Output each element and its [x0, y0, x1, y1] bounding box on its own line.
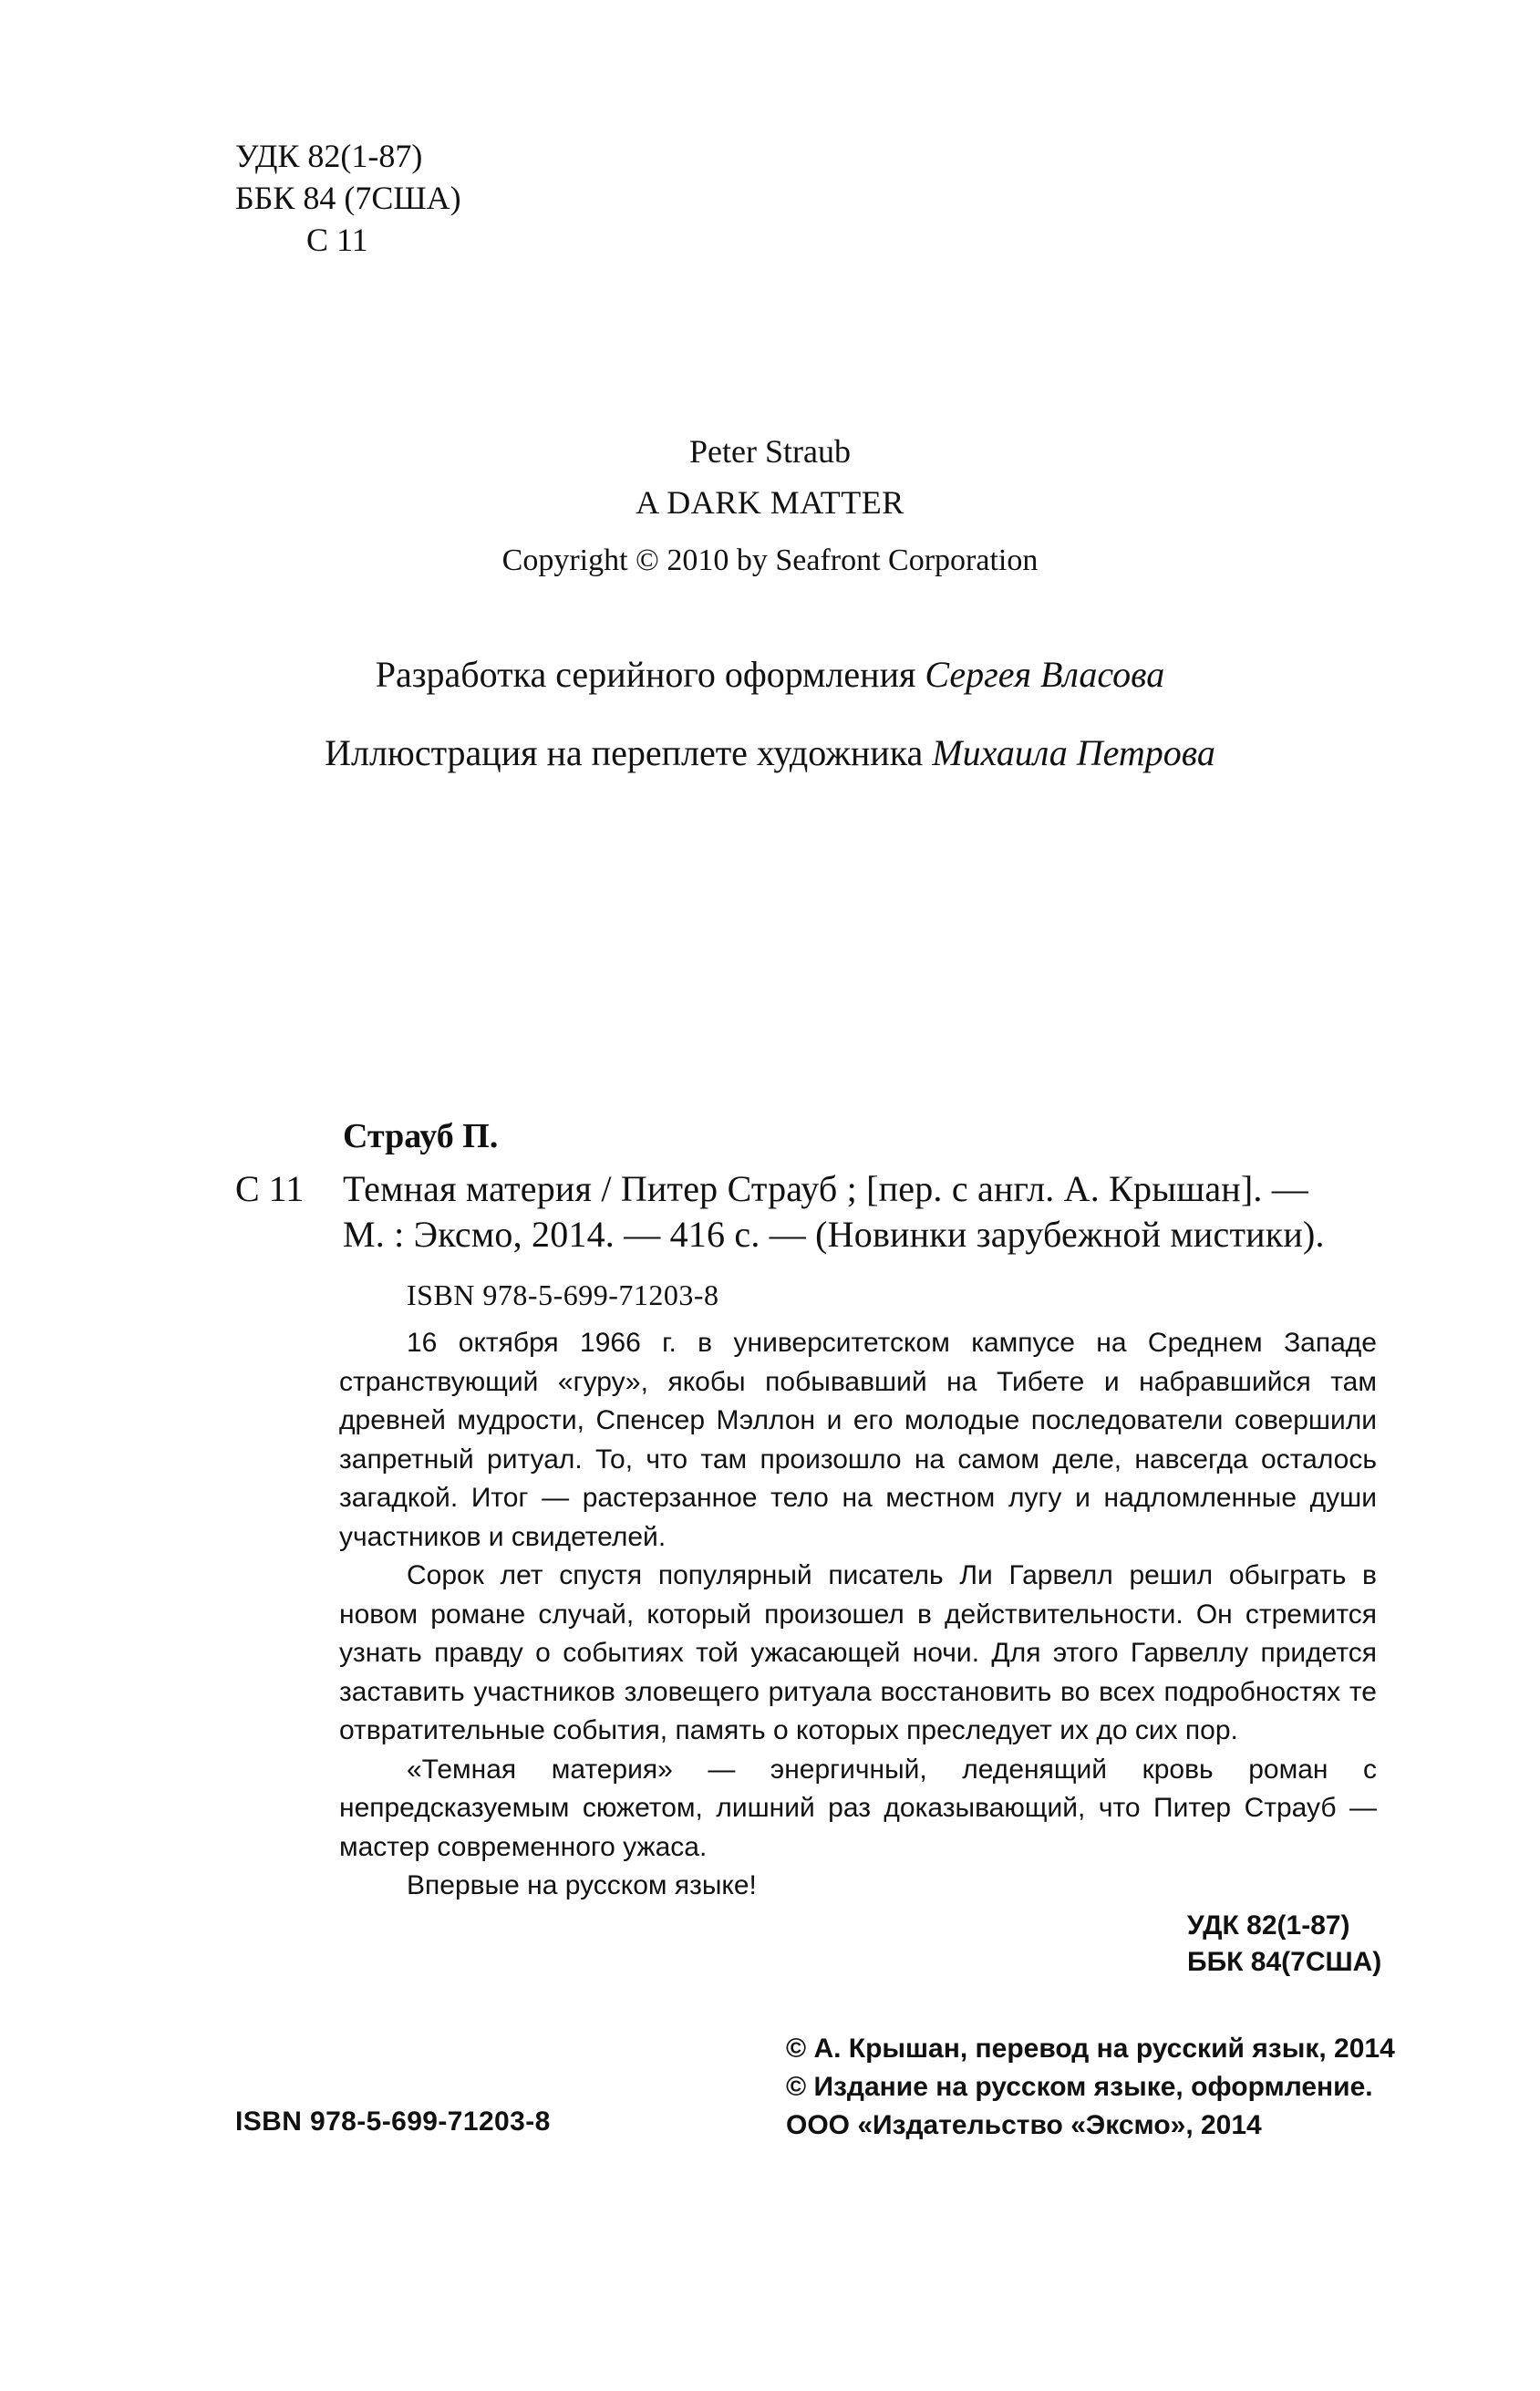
bbk-code: ББК 84 (7США)	[235, 180, 461, 216]
bbk-code: ББК 84(7США)	[1187, 1947, 1382, 1977]
illustration-credit	[0, 731, 1540, 774]
bib-author-mark: С 11	[235, 1168, 305, 1209]
original-copyright: Copyright © 2010 by Seafront Corporation	[501, 543, 1039, 577]
illustrator-name: Михаила Петрова	[932, 732, 1215, 773]
publisher-copyright: ООО «Издательство «Эксмо», 2014	[786, 2110, 1262, 2140]
annotation-paragraph: Сорок лет спустя популярный писатель Ли Гарвелл решил обыграть в новом романе случай, который произошел в действительности. Он стремится узнать правду о событиях той ужасающей ночи. Для этого Гарвеллу придется заставить участников зловещего ритуала восстановить во всех подробностях те отвратительные события, память о которых преследует их до сих пор.	[339, 1560, 1377, 1745]
edition-copyright: © Издание на русском языке, оформление.	[786, 2072, 1373, 2102]
copyright-block	[786, 2030, 1395, 2145]
isbn-bottom: ISBN 978-5-699-71203-8	[235, 2106, 551, 2137]
classification-top	[235, 135, 461, 261]
translation-copyright: © А. Крышан, перевод на русский язык, 2014	[786, 2034, 1395, 2064]
original-title: A DARK MATTER	[636, 484, 904, 521]
annotation-paragraph: 16 октября 1966 г. в университетском кампусе на Среднем Западе странствующий «гуру», якобы побывавший на Тибете и набравшийся там древней мудрости, Спенсер Мэллон и его молодые последователи совершили запретный ритуал. То, что там произошло на самом деле, навсегда осталось загадкой. Итог — растерзанное тело на местном лугу и надломленные души участников и свидетелей.	[339, 1328, 1377, 1552]
udk-code: УДК 82(1-87)	[1187, 1910, 1350, 1941]
annotation	[339, 1324, 1377, 1906]
original-author: Peter Straub	[689, 433, 851, 470]
udk-code: УДК 82(1-87)	[235, 138, 423, 174]
bib-isbn: ISBN 978-5-699-71203-8	[407, 1278, 719, 1311]
illustration-label: Иллюстрация на переплете художника	[325, 732, 933, 773]
series-designer-name: Сергея Власова	[925, 654, 1165, 695]
series-design-credit	[0, 653, 1540, 696]
bib-author: Страуб П.	[343, 1117, 499, 1155]
author-mark: С 11	[306, 222, 368, 258]
bib-description-line1: Темная материя / Питер Страуб ; [пер. с англ. А. Крышан]. —	[343, 1168, 1309, 1209]
annotation-paragraph: Впервые на русском языке!	[407, 1870, 757, 1900]
annotation-paragraph: «Темная материя» — энергичный, леденящий кровь роман с непредсказуемым сюжетом, лишний раз доказывающий, что Питер Страуб — мастер современного ужаса.	[339, 1754, 1377, 1862]
series-design-label: Разработка серийного оформления	[375, 654, 925, 695]
bib-description-line2: М. : Эксмо, 2014. — 416 с. — (Новинки зарубежной мистики).	[343, 1214, 1325, 1255]
classification-bottom	[1187, 1908, 1381, 1981]
